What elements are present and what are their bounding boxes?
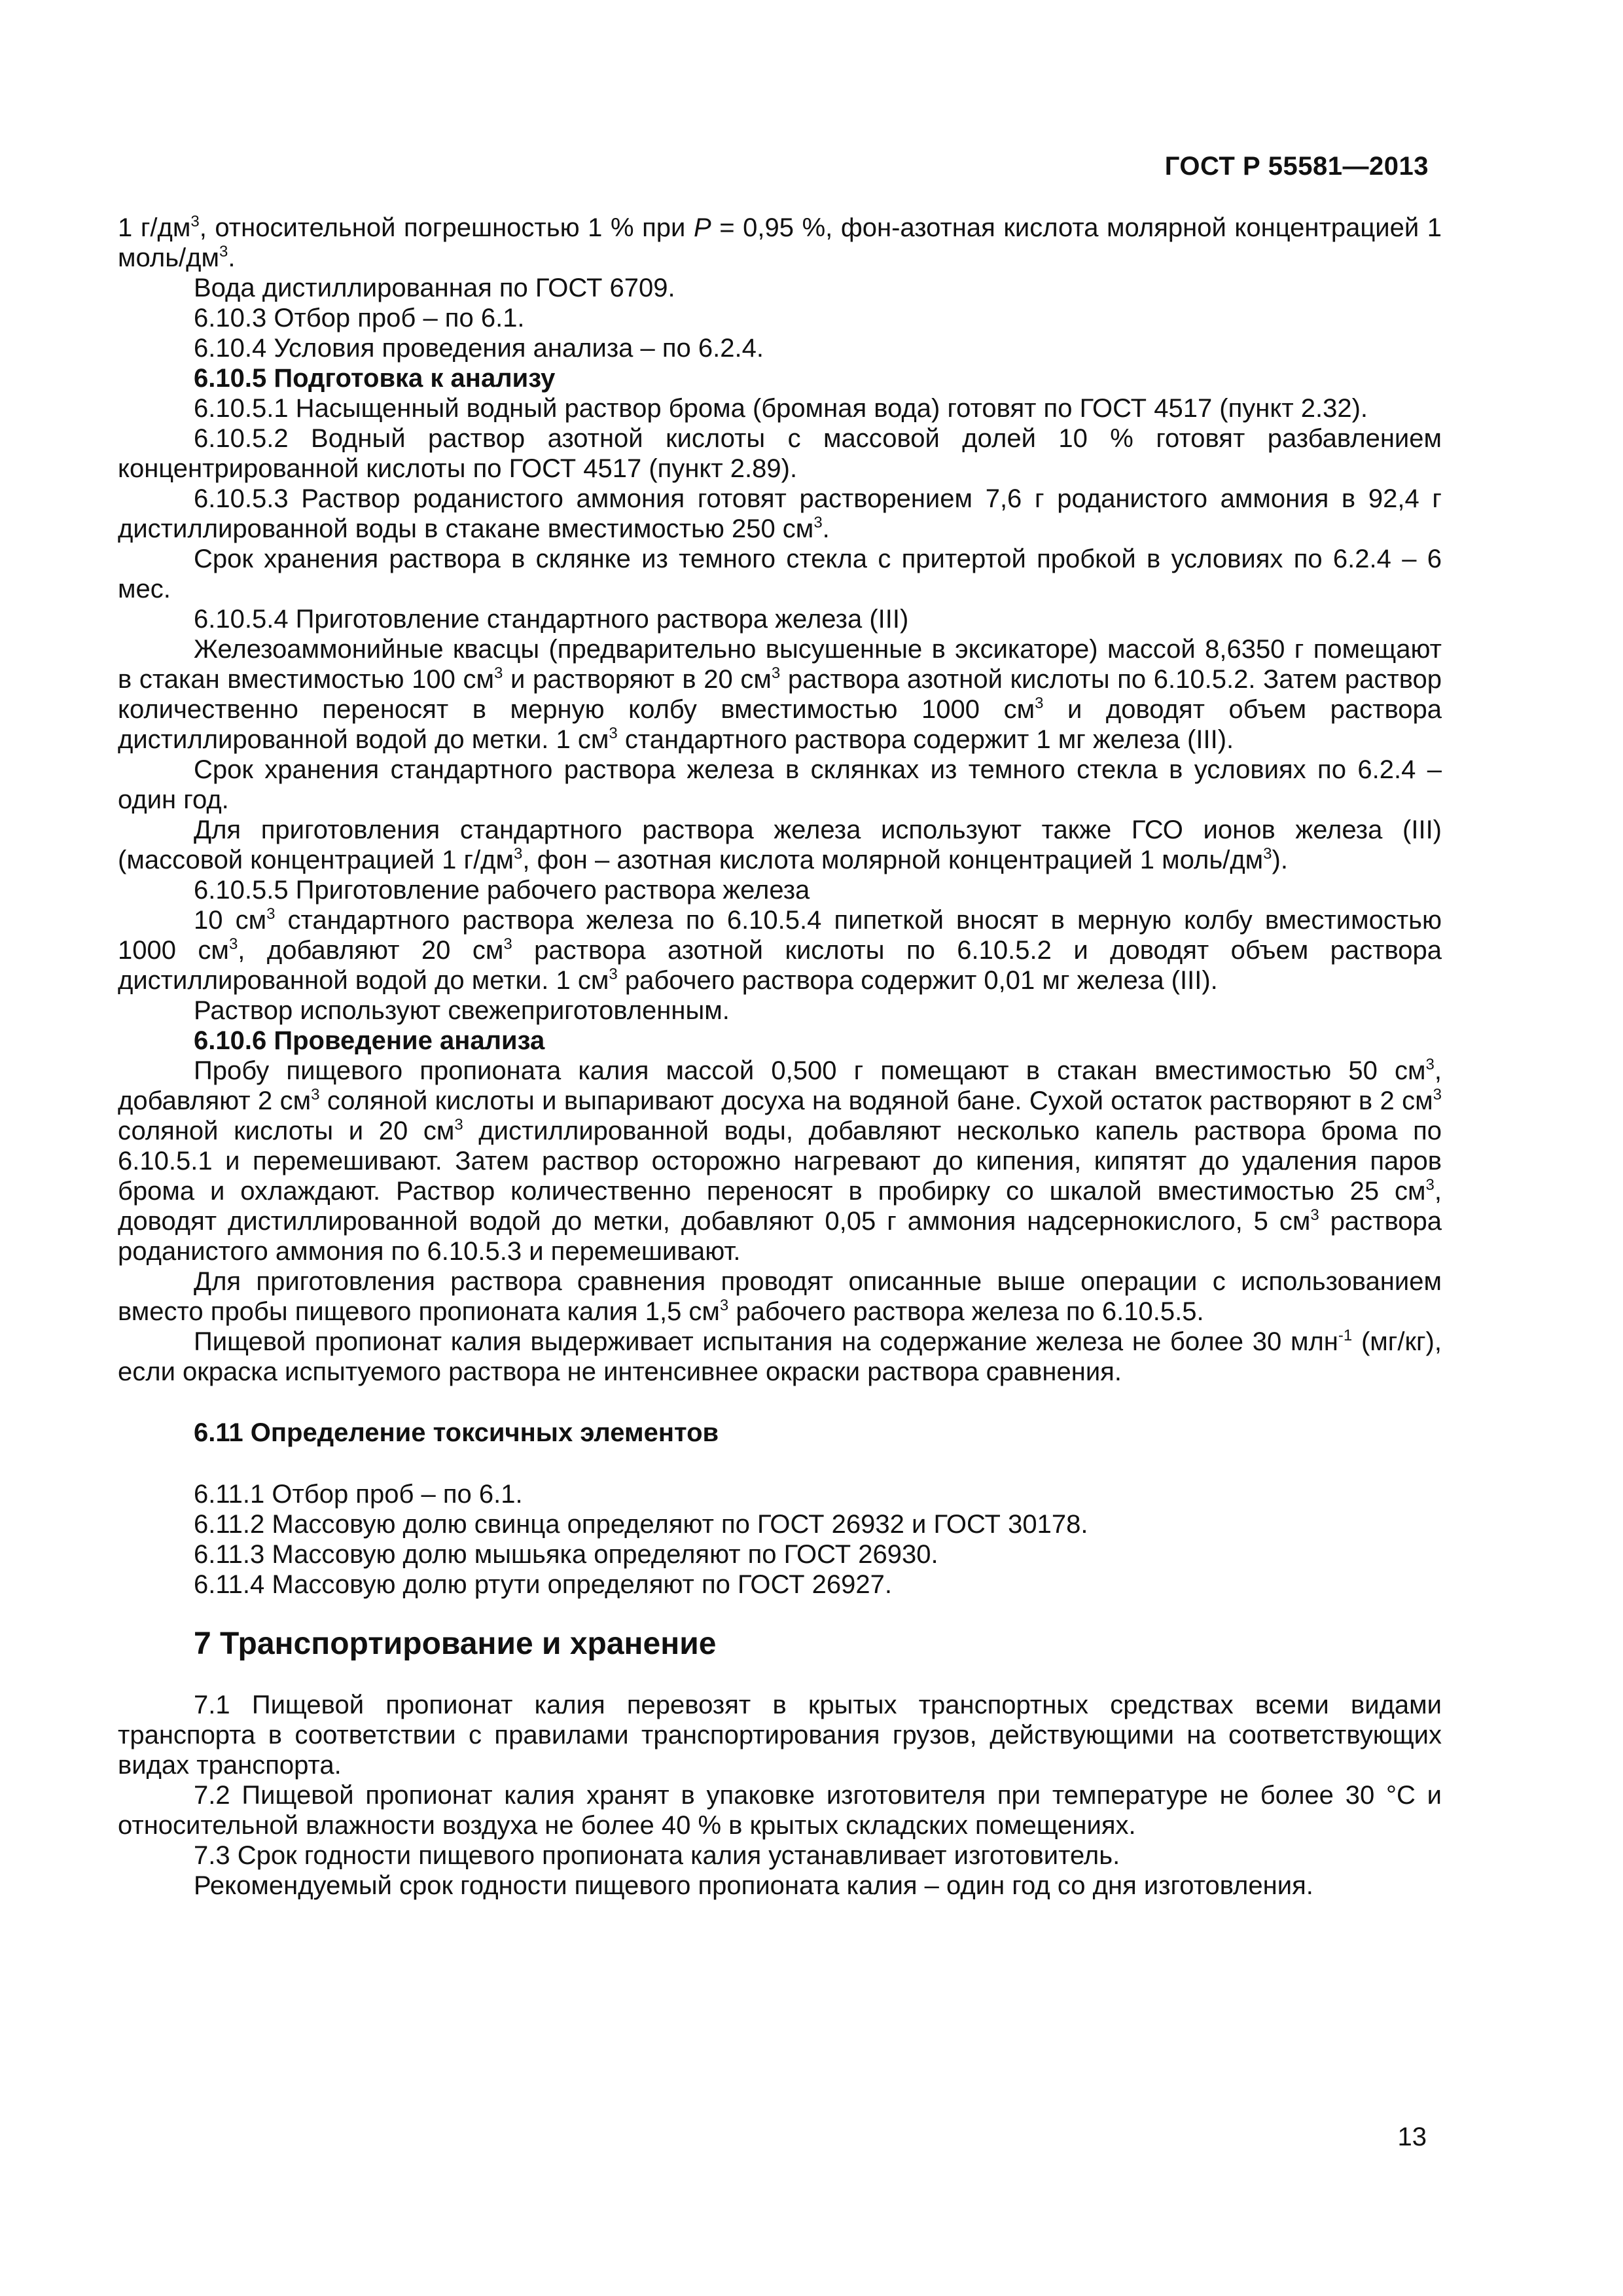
- paragraph: 6.10.5.3 Раствор роданистого аммония готовят растворением 7,6 г роданистого аммония в 92,4 г дистиллированной воды в стакане вместимостью 250 $см^3$.: [118, 484, 1442, 543]
- paragraph: 7.2 Пищевой пропионат калия хранят в упаковке изготовителя при температуре не более 30 °С и относительной влажности воздуха не более 40 % в крытых складских помещениях.: [118, 1781, 1442, 1840]
- paragraph: 10 $см^3$ стандартного раствора железа по 6.10.5.4 пипеткой вносят в мерную колбу вместимостью 1000 $см^3$, добавляют 20 $см^3$ раствора азотной кислоты по 6.10.5.2 и доводят объем раствора дистиллированной водой до метки. 1 $см^3$ рабочего раствора содержит 0,01 мг железа (III).: [118, 905, 1442, 995]
- paragraph: Раствор используют свежеприготовленным.: [194, 996, 730, 1025]
- paragraph: 6.10.4 Условия проведения анализа – по 6.2.4.: [194, 334, 764, 363]
- section-heading-6-10-5: 6.10.5 Подготовка к анализу: [194, 364, 556, 393]
- paragraph: 6.11.1 Отбор проб – по 6.1.: [194, 1480, 523, 1509]
- spacer: [118, 1448, 1442, 1479]
- paragraph: 6.10.5.1 Насыщенный водный раствор брома (бромная вода) готовят по ГОСТ 4517 (пункт 2.32).: [194, 394, 1368, 423]
- paragraph: 6.10.5.4 Приготовление стандартного раствора железа (III): [194, 605, 909, 634]
- section-heading-6-10-6: 6.10.6 Проведение анализа: [194, 1026, 545, 1055]
- paragraph: 6.11.2 Массовую долю свинца определяют по ГОСТ 26932 и ГОСТ 30178.: [194, 1510, 1088, 1539]
- paragraph: Для приготовления стандартного раствора железа используют также ГСО ионов железа (III) (массовой концентрацией 1 $г/дм^3$, фон – азотная кислота молярной концентрацией 1 моль/$дм^3$).: [118, 816, 1442, 874]
- paragraph: Вода дистиллированная по ГОСТ 6709.: [194, 274, 675, 302]
- paragraph: Рекомендуемый срок годности пищевого пропионата калия – один год со дня изготовления.: [194, 1871, 1313, 1900]
- paragraph: 6.11.4 Массовую долю ртути определяют по ГОСТ 26927.: [194, 1570, 892, 1599]
- section-heading-6-11: 6.11 Определение токсичных элементов: [194, 1418, 719, 1447]
- paragraph: 6.10.5.2 Водный раствор азотной кислоты с массовой долей 10 % готовят разбавлением концентрированной кислоты по ГОСТ 4517 (пункт 2.89).: [118, 424, 1442, 483]
- spacer: [118, 1600, 1442, 1624]
- document-body: [118, 213, 1442, 1901]
- paragraph: 6.11.3 Массовую долю мышьяка определяют по ГОСТ 26930.: [194, 1540, 938, 1569]
- paragraph: 7.3 Срок годности пищевого пропионата калия устанавливает изготовитель.: [194, 1841, 1120, 1870]
- paragraph: Для приготовления раствора сравнения проводят описанные выше операции с использованием вместо пробы пищевого пропионата калия 1,5 $см^3$ рабочего раствора железа по 6.10.5.5.: [118, 1267, 1442, 1326]
- standard-number-header: ГОСТ Р 55581—2013: [1164, 152, 1429, 181]
- paragraph: Срок хранения раствора в склянке из темного стекла с притертой пробкой в условиях по 6.2.4 – 6 мес.: [118, 545, 1442, 603]
- page-number: 13: [1397, 2123, 1427, 2151]
- spacer: [118, 1387, 1442, 1418]
- spacer: [118, 1664, 1442, 1690]
- paragraph: 1 $г/дм^3$, относительной погрешностью 1 % при P = 0,95 %, фон-азотная кислота молярной концентрацией 1 моль/$дм^3$.: [118, 213, 1442, 272]
- paragraph: Железоаммонийные квасцы (предварительно высушенные в эксикаторе) массой 8,6350 г помещают в стакан вместимостью 100 $см^3$ и растворяют в 20 $см^3$ раствора азотной кислоты по 6.10.5.2. Затем раствор количественно переносят в мерную колбу вместимостью 1000 $см^3$ и доводят объем раствора дистиллированной водой до метки. 1 $см^3$ стандартного раствора содержит 1 мг железа (III).: [118, 635, 1442, 754]
- section-heading-7: 7 Транспортирование и хранение: [194, 1626, 717, 1661]
- paragraph: 6.10.3 Отбор проб – по 6.1.: [194, 304, 525, 332]
- paragraph: Пищевой пропионат калия выдерживает испытания на содержание железа не более 30 млн$^{-1}$ (мг/кг), если окраска испытуемого раствора не интенсивнее окраски раствора сравнения.: [118, 1327, 1442, 1386]
- paragraph: Срок хранения стандартного раствора железа в склянках из темного стекла в условиях по 6.2.4 – один год.: [118, 755, 1442, 814]
- paragraph: Пробу пищевого пропионата калия массой 0,500 г помещают в стакан вместимостью 50 $см^3$, добавляют 2 $см^3$ соляной кислоты и выпаривают досуха на водяной бане. Сухой остаток растворяют в 2 $см^3$ соляной кислоты и 20 $см^3$ дистиллированной воды, добавляют несколько капель раствора брома по 6.10.5.1 и перемешивают. Затем раствор осторожно нагревают до кипения, кипятят до удаления паров брома и охлаждают. Раствор количественно переносят в пробирку со шкалой вместимостью 25 $см^3$, доводят дистиллированной водой до метки, добавляют 0,05 г аммония надсернокислого, 5 $см^3$ раствора роданистого аммония по 6.10.5.3 и перемешивают.: [118, 1056, 1442, 1266]
- paragraph: 7.1 Пищевой пропионат калия перевозят в крытых транспортных средствах всеми видами транспорта в соответствии с правилами транспортирования грузов, действующими на соответствующих видах транспорта.: [118, 1691, 1442, 1780]
- paragraph: 6.10.5.5 Приготовление рабочего раствора железа: [194, 876, 810, 905]
